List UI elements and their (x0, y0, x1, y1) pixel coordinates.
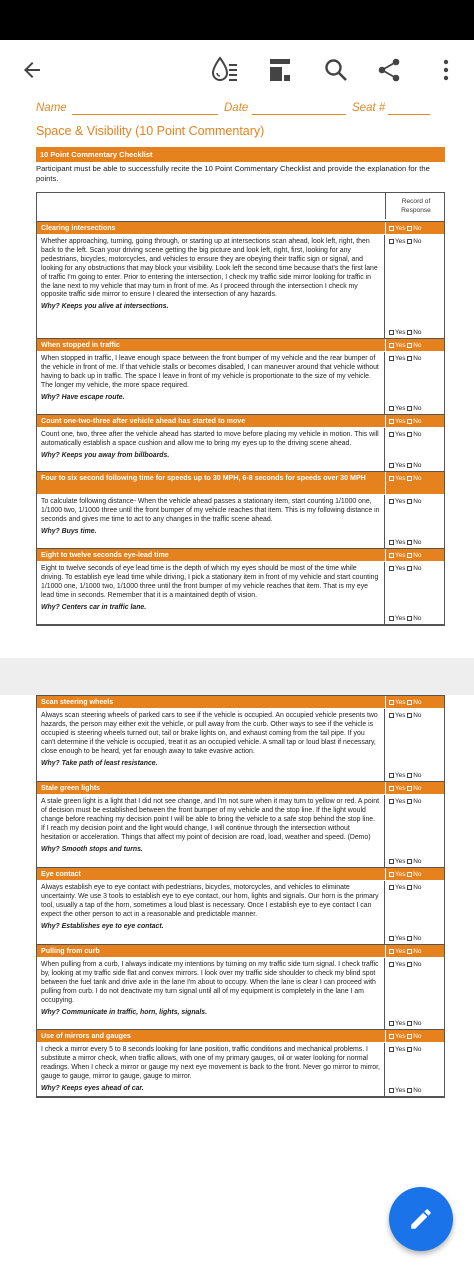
yes-checkbox[interactable] (389, 872, 394, 877)
section-title: When stopped in traffic (41, 341, 120, 349)
section-header (37, 696, 444, 709)
yes-checkbox[interactable] (389, 713, 394, 718)
yes-checkbox[interactable] (389, 540, 394, 545)
no-checkbox[interactable] (407, 962, 412, 967)
section-title: Stale green lights (41, 784, 101, 792)
section-text (37, 428, 385, 471)
no-checkbox[interactable] (407, 872, 412, 877)
yes-checkbox[interactable] (389, 786, 394, 791)
yes-label: Yes (395, 961, 406, 968)
header-yes-no (385, 472, 445, 494)
checklist-table-2 (36, 695, 445, 1098)
checklist-banner: 10 Point Commentary Checklist (36, 147, 445, 162)
section-header (37, 945, 444, 958)
no-label: No (413, 1087, 422, 1094)
header-yes-no (385, 782, 445, 794)
no-label: No (413, 712, 422, 719)
section-header (37, 782, 444, 795)
yes-no-options (389, 355, 421, 362)
section-paragraph: Eight to twelve seconds of eye lead time is the depth of which my eyes should be most of the time while driving. To establish eye lead time while driving, I pick a stationary item in front of my vehicle and start counting 1/1000 one, 1/1000 two, 1/1000 three until the front bumper of my vehicle reaches that item. That is my eye lead time in seconds. Remember that it is a maintained depth of vision. (41, 565, 379, 599)
yes-checkbox[interactable] (389, 432, 394, 437)
yes-no-options (389, 961, 421, 968)
yes-checkbox[interactable] (389, 476, 394, 481)
no-checkbox[interactable] (407, 476, 412, 481)
date-line (252, 114, 346, 115)
section-header (37, 549, 444, 562)
record-header: Record of Response (385, 193, 446, 219)
section-why: Why? Have escape route. (41, 393, 125, 401)
section-paragraph: When pulling from a curb, I always indicate my intentions by turning on my traffic side turn signal. I check traffic by, looking at my traffic side flat and convex mirrors. I look over my traffic side shoulder to check my blind spot between the fuel tank and drive axle in the lane I'm about to occupy. When the lane is clear I can proceed with pulling from curb. I do not deactivate my turn signal until all of my equipment is completely in the lane I am occupying. (41, 961, 379, 1004)
section-why: Why? Keeps you away from billboards. (41, 451, 170, 459)
yes-checkbox[interactable] (389, 799, 394, 804)
yes-label: Yes (395, 1046, 406, 1053)
pdf-page-2 (0, 695, 474, 1273)
no-checkbox[interactable] (407, 1047, 412, 1052)
section-text (37, 1043, 385, 1096)
document-title: Space & Visibility (10 Point Commentary) (36, 124, 265, 138)
yes-checkbox[interactable] (389, 773, 394, 778)
yes-label: Yes (395, 539, 406, 546)
no-label: No (413, 565, 422, 572)
viewer-toolbar (0, 40, 474, 100)
yes-checkbox[interactable] (389, 553, 394, 558)
section-text (37, 958, 385, 1029)
section-body (37, 235, 444, 339)
yes-no-options (389, 329, 421, 336)
section-body (37, 958, 444, 1030)
yes-label: Yes (395, 699, 406, 706)
header-yes-no (385, 868, 445, 880)
yes-no-options (389, 498, 421, 505)
yes-checkbox[interactable] (389, 949, 394, 954)
no-label: No (413, 785, 422, 792)
table-header-row (37, 193, 444, 222)
yes-checkbox[interactable] (389, 1021, 394, 1026)
yes-no-options (389, 772, 421, 779)
no-label: No (413, 462, 422, 469)
no-label: No (413, 772, 422, 779)
no-checkbox[interactable] (407, 499, 412, 504)
yes-label: Yes (395, 462, 406, 469)
section-text (37, 352, 385, 414)
section-paragraph: I check a mirror every 5 to 8 seconds looking for lane position, traffic conditions and mechanical problems. I substitute a mirror check, when traffic allows, with one of my primary gauges, oil or water looking for normal readings. When I check a mirror or gauge my next eye movement is back to the front. Never go mirror to mirror, gauge to gauge, mirror to gauge, gauge to mirror. (41, 1046, 380, 1080)
yes-no-options (389, 405, 421, 412)
status-bar (0, 0, 474, 40)
yes-checkbox[interactable] (389, 1047, 394, 1052)
yes-checkbox[interactable] (389, 419, 394, 424)
no-label: No (413, 1020, 422, 1027)
yes-checkbox[interactable] (389, 343, 394, 348)
section-title: Four to six second following time for speeds up to 30 MPH, 6-8 seconds for speeds over 30 MPH (41, 474, 366, 482)
header-yes-no (385, 696, 445, 708)
no-label: No (413, 961, 422, 968)
no-label: No (413, 405, 422, 412)
intro-text: Participant must be able to successfully recite the 10 Point Commentary Checklist and provide the explanation for the points. (36, 164, 430, 183)
section-header (37, 868, 444, 881)
no-checkbox[interactable] (407, 540, 412, 545)
section-text (37, 562, 385, 624)
no-checkbox[interactable] (407, 566, 412, 571)
section-text (37, 235, 385, 338)
section-title: Pulling from curb (41, 947, 100, 955)
section-body (37, 352, 444, 415)
section-header (37, 415, 444, 428)
section-why: Why? Buys time. (41, 527, 97, 535)
no-checkbox[interactable] (407, 226, 412, 231)
section-header (37, 1030, 444, 1043)
section-why: Why? Smooth stops and turns. (41, 845, 143, 853)
section-paragraph: To calculate following distance- When the vehicle ahead passes a stationary item, start counting 1/1000 one, 1/1000 two, 1/1000 three until the front bumper of my vehicle reaches that item. This is my following distance in seconds and gives me time to act to any changes in the traffic scene ahead. (41, 498, 380, 523)
no-label: No (413, 238, 422, 245)
section-text (37, 795, 385, 867)
no-checkbox[interactable] (407, 859, 412, 864)
header-yes-no (385, 415, 445, 427)
section-title: Use of mirrors and gauges (41, 1032, 131, 1040)
yes-label: Yes (395, 1087, 406, 1094)
yes-label: Yes (395, 405, 406, 412)
no-checkbox[interactable] (407, 885, 412, 890)
yes-checkbox[interactable] (389, 859, 394, 864)
section-why: Why? Communicate in traffic, horn, lights, signals. (41, 1008, 208, 1016)
yes-no-options (389, 431, 421, 438)
section-why: Why? Establishes eye to eye contact. (41, 922, 164, 930)
yes-label: Yes (395, 238, 406, 245)
section-paragraph: Always establish eye to eye contact with pedestrians, bicycles, motorcycles, and vehicles to eliminate uncertainty. We use 3 tools to establish eye to eye contact, our horn, lights and signals. Our horn is the primary tool, usually a tap of the horn, sometimes a loud blast is necessary. Once I establish eye to eye contact I can expect the other person to act in a reasonable and predictable manner. (41, 884, 379, 918)
section-title: Eight to twelve seconds eye-lead time (41, 551, 169, 559)
yes-checkbox[interactable] (389, 700, 394, 705)
yes-label: Yes (395, 475, 406, 482)
no-checkbox[interactable] (407, 799, 412, 804)
yes-checkbox[interactable] (389, 936, 394, 941)
yes-label: Yes (395, 712, 406, 719)
yes-checkbox[interactable] (389, 566, 394, 571)
section-header (37, 222, 444, 235)
edit-fab[interactable] (389, 1187, 453, 1251)
seat-label: Seat # (352, 102, 386, 114)
no-label: No (413, 798, 422, 805)
yes-label: Yes (395, 948, 406, 955)
yes-no-options (389, 884, 421, 891)
yes-label: Yes (395, 342, 406, 349)
pdf-page-1 (0, 100, 474, 658)
section-paragraph: Whether approaching, turning, going through, or starting up at intersections scan ahead, look left, right, then back to the left. Scan your driving scene getting the big picture and look left, right, first, looking for any pedestrians, bicycles, motorcycles, and vehicles to ensure they are obeying their traffic sign or signal, and looking for any obstructions that may block your visibility. Look left the second time because that's the first lane of traffic I'm going to enter. Prior to entering the intersection, I check my traffic side mirror looking for traffic in the lane next to my vehicle that may turn in front of me. As I proceed through the intersection I check my opposite traffic side mirror to ensure I cleared the intersection of any hazards. (41, 238, 378, 299)
name-line (72, 114, 218, 115)
no-label: No (413, 699, 422, 706)
yes-label: Yes (395, 935, 406, 942)
no-label: No (413, 1033, 422, 1040)
no-label: No (413, 342, 422, 349)
no-label: No (413, 935, 422, 942)
yes-label: Yes (395, 1033, 406, 1040)
yes-no-options (389, 935, 421, 942)
no-label: No (413, 498, 422, 505)
yes-label: Yes (395, 498, 406, 505)
no-checkbox[interactable] (407, 713, 412, 718)
page-view-icon[interactable] (262, 52, 298, 88)
section-why: Why? Keeps you alive at intersections. (41, 303, 169, 311)
section-title: Scan steering wheels (41, 698, 114, 706)
no-checkbox[interactable] (407, 463, 412, 468)
yes-label: Yes (395, 884, 406, 891)
no-label: No (413, 884, 422, 891)
yes-checkbox[interactable] (389, 885, 394, 890)
header-yes-no (385, 1030, 445, 1042)
no-label: No (413, 871, 422, 878)
section-text (37, 709, 385, 781)
yes-label: Yes (395, 798, 406, 805)
yes-label: Yes (395, 418, 406, 425)
no-checkbox[interactable] (407, 239, 412, 244)
section-header (37, 339, 444, 352)
date-label: Date (224, 102, 249, 114)
yes-checkbox[interactable] (389, 463, 394, 468)
section-body (37, 709, 444, 782)
search-icon[interactable] (318, 52, 354, 88)
arrow-back-icon[interactable] (14, 52, 50, 88)
yes-label: Yes (395, 355, 406, 362)
section-paragraph: A stale green light is a light that I did not see change, and I'm not sure when it may turn to yellow or red. A point of decision must be established between the front bumper of my vehicle and the stop line. If the light would change before reaching my decision point I will be able to bring the vehicle to a safe stop behind the stop line. If I reach my decision point and the light would change, I will continue through the intersection without hesitation or acceleration. Things that affect my point of decision are road, load, weather and speed. (Demo) (41, 798, 380, 841)
no-checkbox[interactable] (407, 1034, 412, 1039)
section-paragraph: Always scan steering wheels of parked cars to see if the vehicle is occupied. An occupied vehicle presents two hazards, the person may either exit the vehicle, or pull away from the curb. Other ways to see if the vehicle is occupied is steering wheels turned out, tail or brake lights on, and exhaust coming from the tail pipe. If you can't determine if the vehicle is occupied, treat it as an occupied vehicle. A small tap or loud blast if necessary, close enough to be heard, yet far enough away to take evasive action. (41, 712, 378, 755)
no-label: No (413, 329, 422, 336)
no-label: No (413, 552, 422, 559)
no-label: No (413, 418, 422, 425)
no-checkbox[interactable] (407, 356, 412, 361)
yes-checkbox[interactable] (389, 962, 394, 967)
no-label: No (413, 225, 422, 232)
yes-label: Yes (395, 329, 406, 336)
section-title: Eye contact (41, 870, 81, 878)
document-viewer[interactable] (0, 100, 474, 1273)
yes-no-options (389, 1046, 421, 1053)
name-label: Name (36, 102, 67, 114)
yes-no-options (389, 539, 421, 546)
no-checkbox[interactable] (407, 553, 412, 558)
section-body (37, 495, 444, 549)
yes-no-options (389, 462, 421, 469)
seat-line (388, 114, 430, 115)
yes-no-options (389, 858, 421, 865)
no-checkbox[interactable] (407, 343, 412, 348)
section-text (37, 881, 385, 944)
yes-no-options (389, 238, 421, 245)
yes-checkbox[interactable] (389, 226, 394, 231)
section-title: Clearing intersections (41, 224, 116, 232)
yes-label: Yes (395, 871, 406, 878)
yes-label: Yes (395, 772, 406, 779)
no-label: No (413, 539, 422, 546)
header-yes-no (385, 945, 445, 957)
header-yes-no (385, 222, 445, 234)
no-label: No (413, 1046, 422, 1053)
section-body (37, 562, 444, 625)
yes-checkbox[interactable] (389, 239, 394, 244)
yes-label: Yes (395, 615, 406, 622)
reading-mode-icon[interactable] (206, 52, 242, 88)
no-checkbox[interactable] (407, 616, 412, 621)
no-checkbox[interactable] (407, 432, 412, 437)
yes-checkbox[interactable] (389, 1034, 394, 1039)
yes-no-options (389, 1020, 421, 1027)
section-paragraph: When stopped in traffic, I leave enough space between the front bumper of my vehicle and the rear bumper of the vehicle in front of me. If that vehicle stalls or becomes disabled, I can maneuver around that vehicle without having to back up in traffic. The space I leave in front of my vehicle is proportionate to the size of my vehicle. The longer my vehicle, the more space required. (41, 355, 379, 389)
no-checkbox[interactable] (407, 330, 412, 335)
header-fields (36, 102, 436, 116)
section-body (37, 881, 444, 945)
no-checkbox[interactable] (407, 773, 412, 778)
yes-checkbox[interactable] (389, 330, 394, 335)
yes-label: Yes (395, 565, 406, 572)
yes-no-options (389, 615, 421, 622)
section-why: Why? Keeps eyes ahead of car. (41, 1084, 144, 1092)
no-checkbox[interactable] (407, 1021, 412, 1026)
yes-checkbox[interactable] (389, 616, 394, 621)
yes-checkbox[interactable] (389, 499, 394, 504)
header-yes-no (385, 339, 445, 351)
section-body (37, 795, 444, 868)
page-gap (0, 658, 474, 695)
no-checkbox[interactable] (407, 936, 412, 941)
yes-label: Yes (395, 552, 406, 559)
yes-label: Yes (395, 431, 406, 438)
no-label: No (413, 355, 422, 362)
no-checkbox[interactable] (407, 419, 412, 424)
yes-checkbox[interactable] (389, 406, 394, 411)
no-label: No (413, 615, 422, 622)
no-label: No (413, 948, 422, 955)
pencil-icon (408, 1206, 434, 1232)
section-title: Count one-two-three after vehicle ahead has started to move (41, 417, 246, 425)
no-label: No (413, 475, 422, 482)
yes-no-options (389, 565, 421, 572)
yes-checkbox[interactable] (389, 1088, 394, 1093)
header-yes-no (385, 549, 445, 561)
yes-label: Yes (395, 1020, 406, 1027)
section-why: Why? Take path of least resistance. (41, 759, 158, 767)
share-icon[interactable] (371, 52, 407, 88)
yes-no-options (389, 798, 421, 805)
section-body (37, 1043, 444, 1097)
no-label: No (413, 858, 422, 865)
section-why: Why? Centers car in traffic lane. (41, 603, 147, 611)
section-text (37, 495, 385, 548)
more-vert-icon[interactable] (428, 52, 464, 88)
yes-label: Yes (395, 858, 406, 865)
section-body (37, 428, 444, 472)
no-checkbox[interactable] (407, 1088, 412, 1093)
no-checkbox[interactable] (407, 406, 412, 411)
no-checkbox[interactable] (407, 786, 412, 791)
no-checkbox[interactable] (407, 700, 412, 705)
no-checkbox[interactable] (407, 949, 412, 954)
no-label: No (413, 431, 422, 438)
section-paragraph: Count one, two, three after the vehicle ahead has started to move before placing my vehicle in motion. This will automatically establish a space cushion and allow me to bring my eyes up to the driving scene ahead. (41, 431, 379, 447)
yes-no-options (389, 712, 421, 719)
yes-label: Yes (395, 785, 406, 792)
yes-no-options (389, 1087, 421, 1094)
yes-checkbox[interactable] (389, 356, 394, 361)
yes-label: Yes (395, 225, 406, 232)
checklist-table-1 (36, 192, 445, 626)
section-header (37, 472, 444, 495)
